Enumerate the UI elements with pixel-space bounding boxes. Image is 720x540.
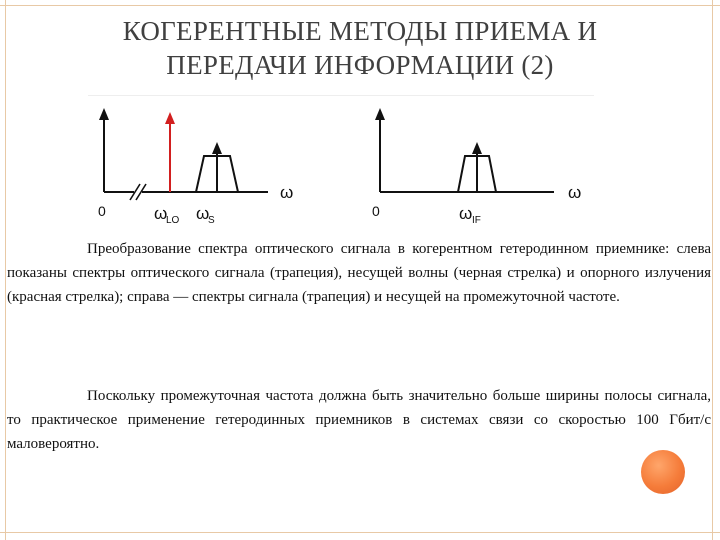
slide-title	[40, 14, 680, 82]
title-divider	[88, 95, 594, 96]
lo-frequency-subscript: LO	[166, 215, 180, 226]
lo-frequency-label: ω	[154, 204, 168, 223]
right-spectrum-panel	[372, 108, 581, 226]
decorative-orange-circle	[641, 450, 685, 494]
left-spectrum-panel	[98, 108, 293, 226]
right-y-axis-arrowhead	[375, 108, 385, 120]
slide-title-line-2: ПЕРЕДАЧИ ИНФОРМАЦИИ (2)	[166, 50, 554, 80]
signal-frequency-label: ω	[196, 204, 210, 223]
right-omega-axis-label: ω	[568, 183, 582, 202]
left-omega-axis-label: ω	[280, 183, 294, 202]
if-frequency-subscript: IF	[472, 215, 481, 226]
right-carrier-arrowhead	[472, 142, 482, 154]
frame-line-top	[0, 5, 720, 6]
left-carrier-arrowhead	[212, 142, 222, 154]
frame-line-bottom	[0, 532, 720, 533]
left-origin-label: 0	[98, 203, 106, 219]
body-paragraph: Поскольку промежуточная частота должна быть значительно больше ширины полосы сигнала, то практическое применение гетеродинных приемников в системах связи со скоростью 100 Гбит/с маловероятно.	[7, 388, 711, 452]
local-oscillator-arrowhead	[165, 112, 175, 124]
slide-title-line-1: КОГЕРЕНТНЫЕ МЕТОДЫ ПРИЕМА И	[122, 16, 598, 46]
spectrum-figure	[84, 104, 604, 230]
if-frequency-label: ω	[459, 204, 473, 223]
left-y-axis-arrowhead	[99, 108, 109, 120]
frame-line-right	[712, 0, 713, 540]
signal-frequency-subscript: S	[208, 215, 215, 226]
figure-caption-paragraph: Преобразование спектра оптического сигнала в когерентном гетеродинном приемнике: слева показаны спектры оптического сигнала (трапеция), несущей волны (черная стрелка) и опорного излучения (красная стрелка); справа — спектры сигнала (трапеция) и несущей на промежуточной частоте.	[7, 241, 711, 305]
frame-line-left	[5, 0, 6, 540]
right-origin-label: 0	[372, 203, 380, 219]
